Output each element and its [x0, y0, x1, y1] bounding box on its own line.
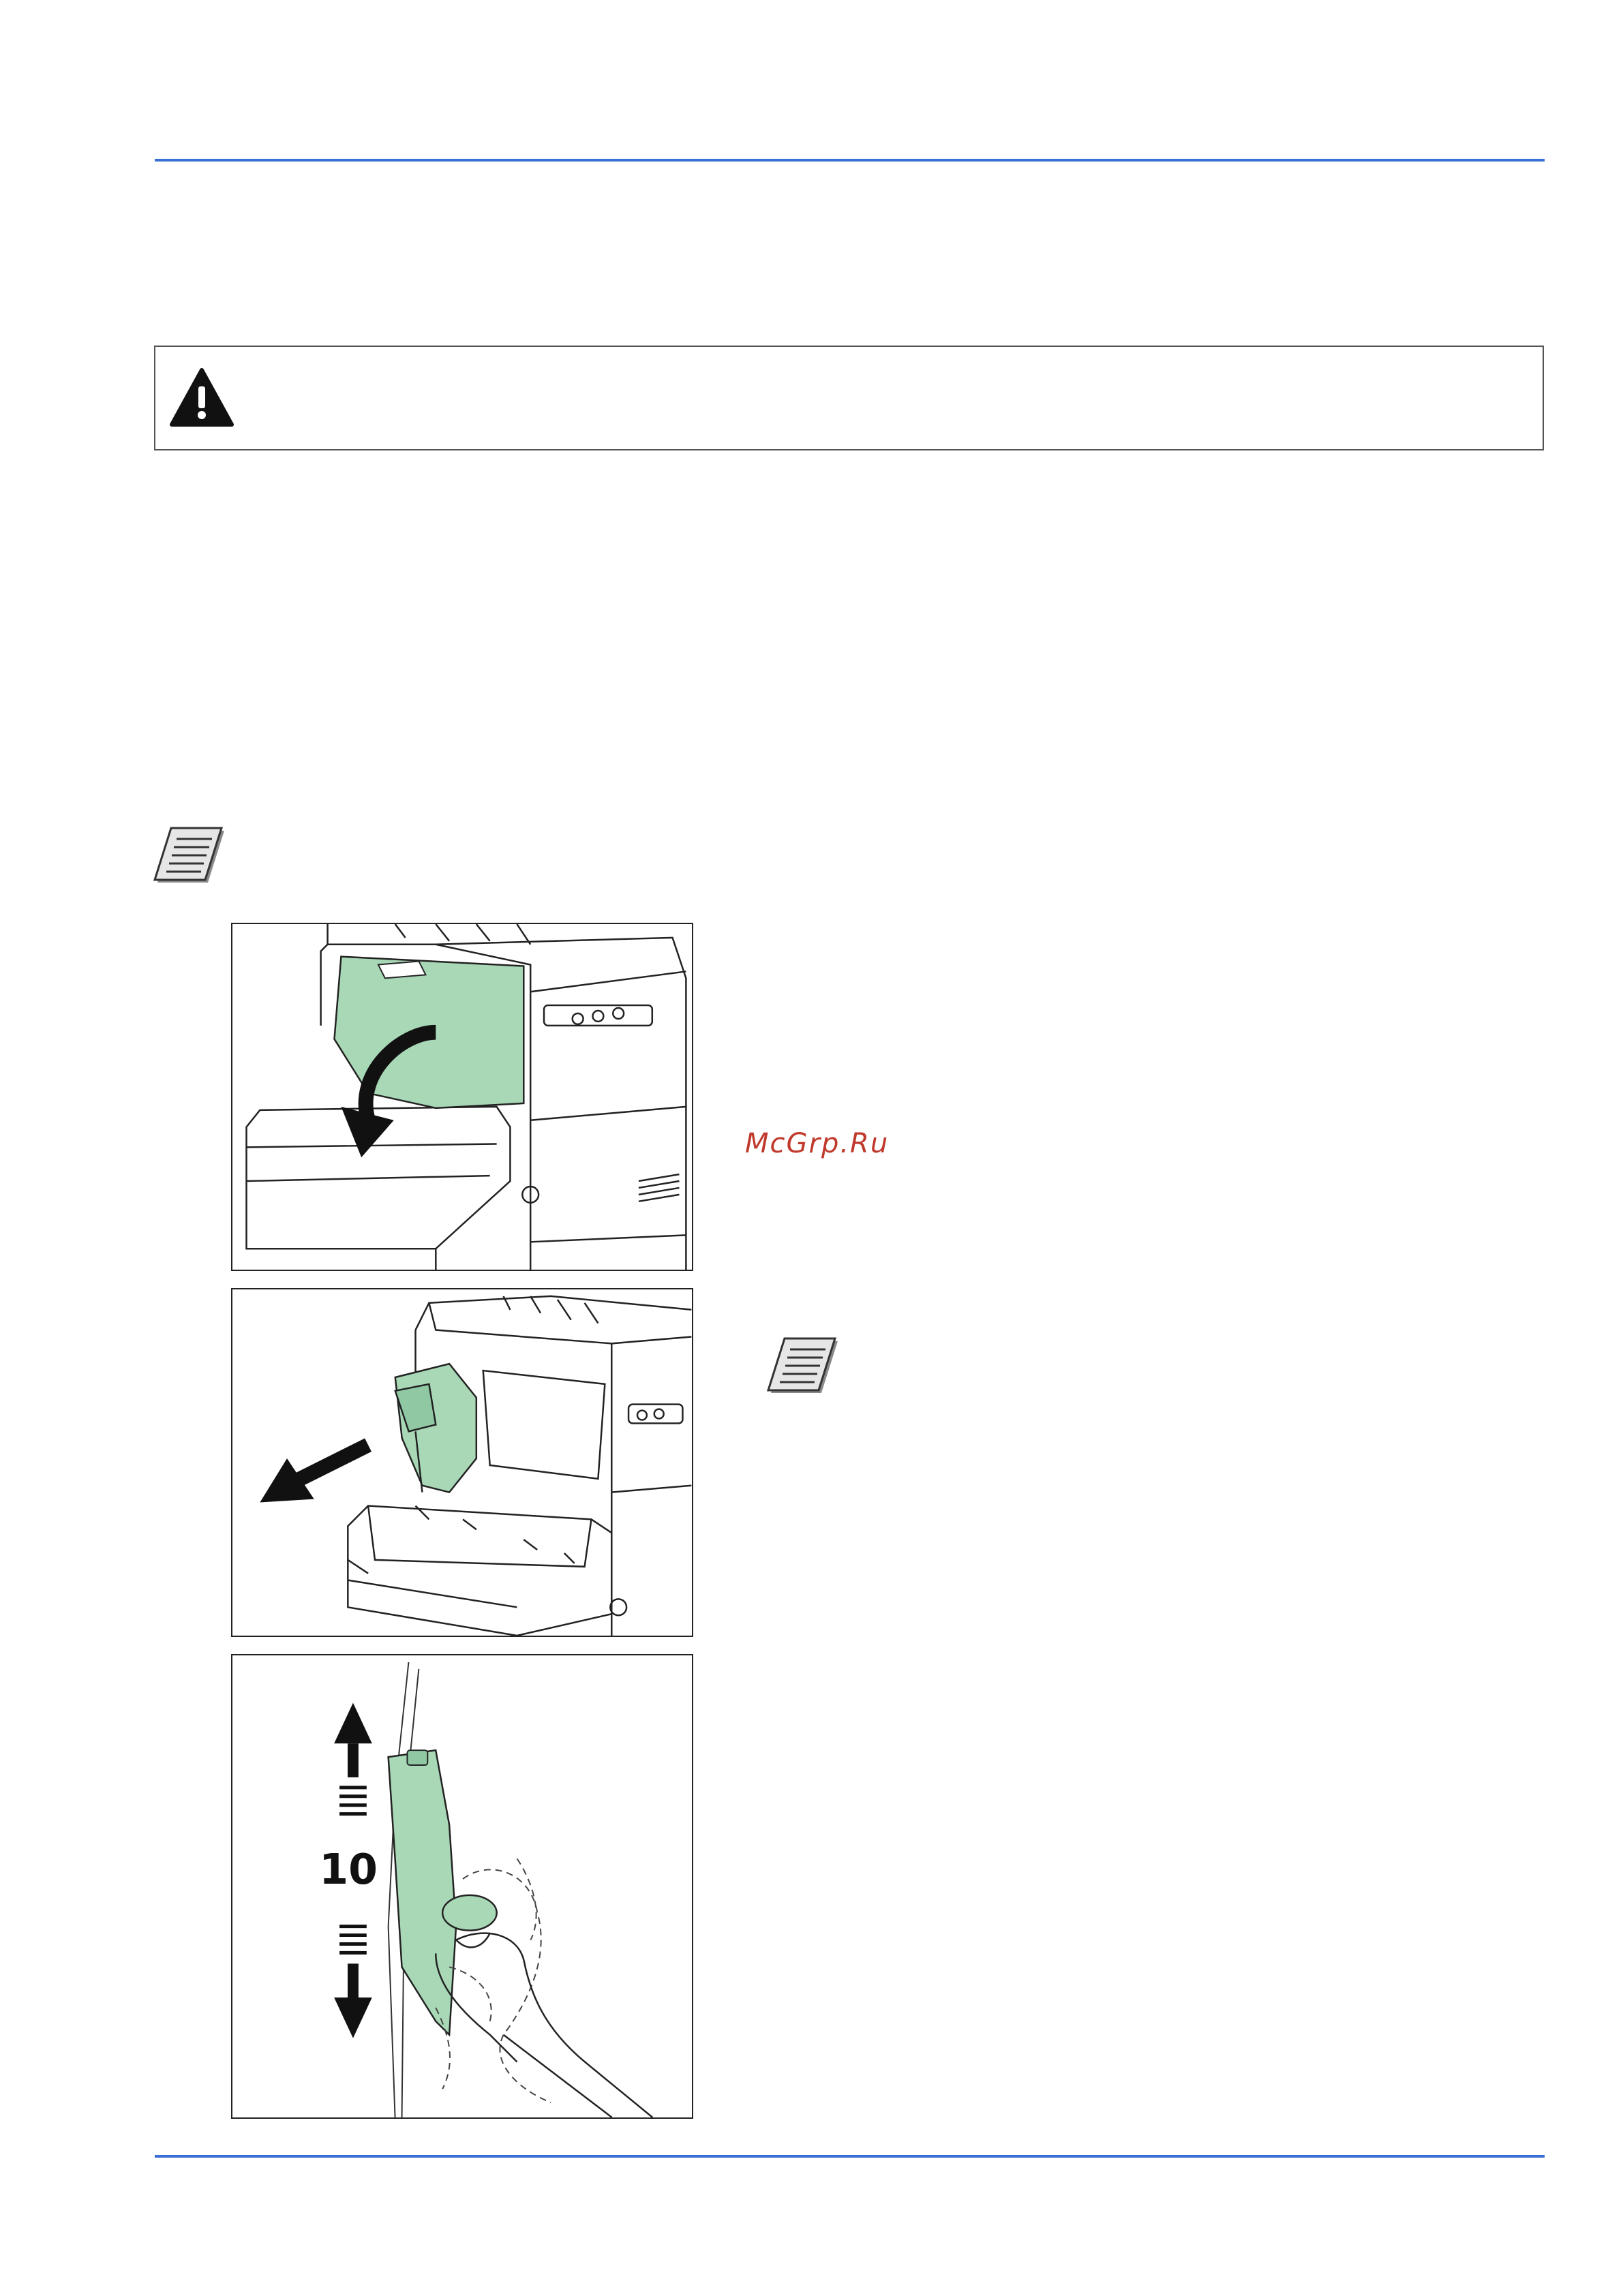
hand-shake-toner-illustration — [232, 1655, 692, 2117]
caution-box — [154, 346, 1544, 450]
header-rule — [155, 159, 1545, 162]
printer-open-cover-illustration — [232, 924, 692, 1270]
note-page-icon — [767, 1337, 843, 1398]
note-page-icon — [153, 827, 230, 888]
warning-triangle-icon — [169, 367, 234, 429]
footer-rule — [155, 2155, 1545, 2158]
printer-remove-toner-illustration — [232, 1289, 692, 1636]
figure-shake-toner-container — [231, 1654, 693, 2119]
watermark: McGrp.Ru — [745, 1128, 890, 1159]
figure-open-front-cover — [231, 923, 693, 1271]
figure-remove-toner-container — [231, 1288, 693, 1637]
shake-count-label: 10 — [319, 1845, 378, 1895]
